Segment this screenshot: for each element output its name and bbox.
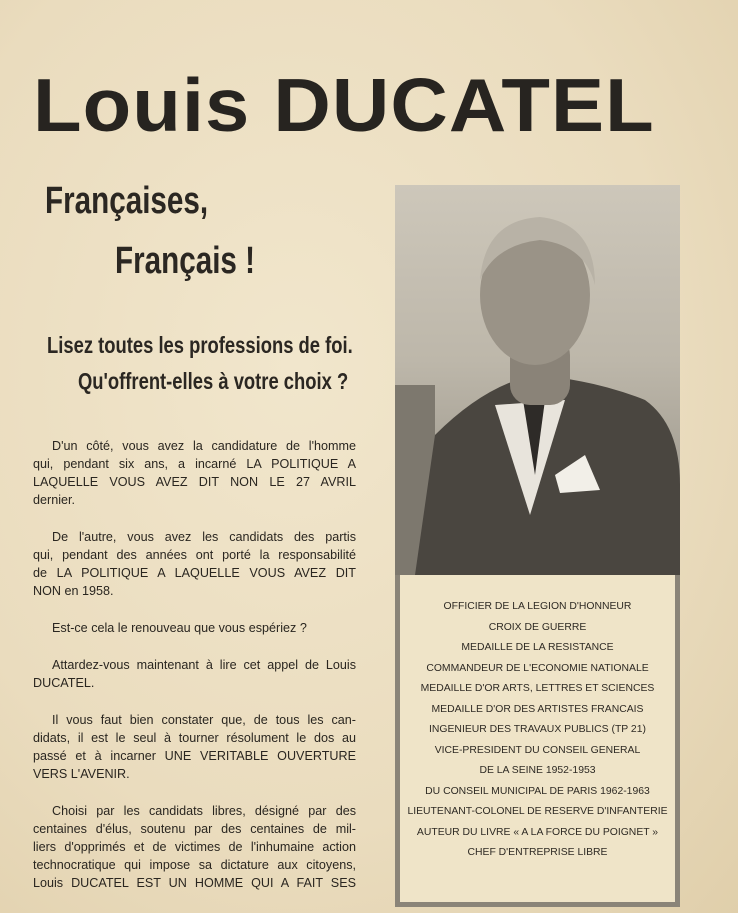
paragraph-line: Est-ce cela le renouveau que vous espériez ? xyxy=(52,621,307,635)
paragraph-line: Il vous faut bien constater que, de tous les can- xyxy=(52,713,356,727)
credentials-box xyxy=(395,575,680,907)
credential-line: COMMANDEUR DE L'ECONOMIE NATIONALE xyxy=(426,662,649,674)
paragraph-line: technocratique qui impose sa dictature aux citoyens, xyxy=(33,858,356,872)
credential-line: DU CONSEIL MUNICIPAL DE PARIS 1962-1963 xyxy=(425,785,650,797)
paragraph-line: centaines d'élus, soutenu par des centaines de mil- xyxy=(33,822,356,836)
paragraph xyxy=(33,619,356,637)
credential-line: AUTEUR DU LIVRE « A LA FORCE DU POIGNET » xyxy=(416,826,659,838)
credential-line: VICE-PRESIDENT DU CONSEIL GENERAL xyxy=(434,744,641,756)
candidate-portrait-photo xyxy=(395,185,680,575)
paragraph-line: D'un côté, vous avez la candidature de l'homme xyxy=(52,439,356,453)
paragraph xyxy=(33,528,356,600)
subhead-line-1: Lisez toutes les professions de foi. xyxy=(47,332,353,358)
paragraph-line: didats, il est le seul à tourner résolument le dos au xyxy=(33,731,356,745)
paragraph-line: Choisi par les candidats libres, désigné par des xyxy=(52,804,356,818)
credential-line: LIEUTENANT-COLONEL DE RESERVE D'INFANTERIE xyxy=(407,806,668,817)
paragraph-line: de LA POLITIQUE A LAQUELLE VOUS AVEZ DIT xyxy=(33,566,356,580)
paragraph-line: VERS L'AVENIR. xyxy=(33,767,130,781)
paragraph-line: NON en 1958. xyxy=(33,584,114,598)
credential-line: CHEF D'ENTREPRISE LIBRE xyxy=(467,847,608,858)
body-text xyxy=(33,437,356,911)
credential-line: MEDAILLE D'OR DES ARTISTES FRANCAIS xyxy=(431,703,644,715)
credential-line: INGENIEUR DES TRAVAUX PUBLICS (TP 21) xyxy=(429,724,646,735)
credential-line: DE LA SEINE 1952-1953 xyxy=(479,765,596,776)
paragraph-line: De l'autre, vous avez les candidats des partis xyxy=(52,530,356,544)
paragraph xyxy=(33,711,356,783)
candidate-name-title: Louis DUCATEL xyxy=(33,63,655,147)
paragraph-line: passé et à incarner UNE VERITABLE OUVERTURE xyxy=(33,749,356,763)
paragraph-line: DUCATEL. xyxy=(33,676,95,690)
credential-line: MEDAILLE D'OR ARTS, LETTRES ET SCIENCES xyxy=(420,683,655,694)
subhead-line-2: Qu'offrent-elles à votre choix ? xyxy=(78,368,349,394)
paragraph xyxy=(33,656,356,692)
credential-line: OFFICIER DE LA LEGION D'HONNEUR xyxy=(443,601,632,612)
paragraph-line: Attardez-vous maintenant à lire cet appel de Louis xyxy=(52,658,356,672)
paragraph-line: Louis DUCATEL EST UN HOMME QUI A FAIT SES xyxy=(33,876,356,890)
paragraph-line: dernier. xyxy=(33,493,76,507)
paragraph xyxy=(33,802,356,892)
portrait-illustration xyxy=(395,185,680,575)
paragraph-line: qui, pendant six ans, a incarné LA POLITIQUE A xyxy=(33,457,356,471)
credential-line: MEDAILLE DE LA RESISTANCE xyxy=(461,642,614,653)
paragraph-line: qui, pendant des années ont porté la responsabilité xyxy=(33,548,356,562)
paragraph-line: LAQUELLE VOUS AVEZ DIT NON LE 27 AVRIL xyxy=(33,475,356,489)
credential-line: CROIX DE GUERRE xyxy=(488,621,587,633)
paragraph-line: liers d'opprimés et de victimes de l'inhumaine action xyxy=(33,840,356,854)
headline-line-1: Françaises, xyxy=(45,180,209,222)
paragraph xyxy=(33,437,356,509)
headline-line-2: Français ! xyxy=(115,240,256,282)
